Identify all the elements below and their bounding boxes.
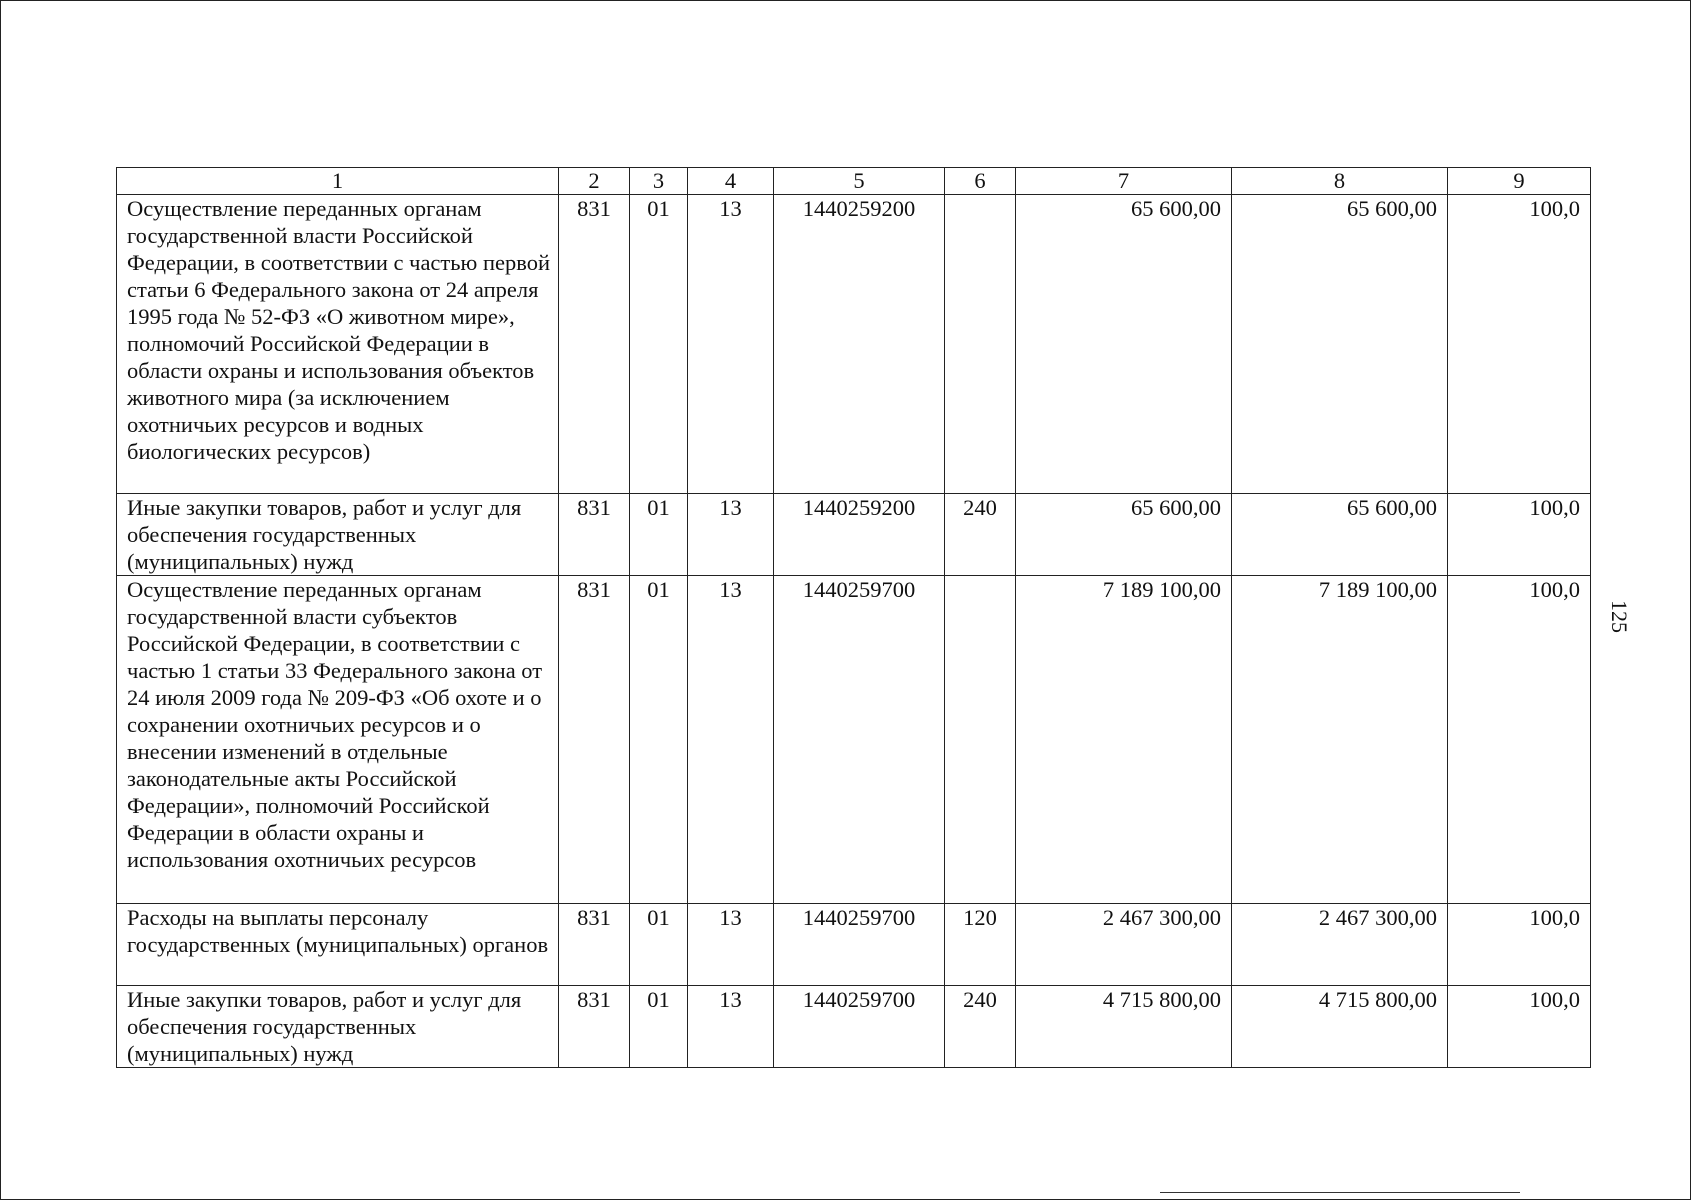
header-col-1: 1 <box>117 168 559 195</box>
row-col-7: 7 189 100,00 <box>1016 576 1232 904</box>
row-col-5: 1440259700 <box>774 576 945 904</box>
row-col-7: 2 467 300,00 <box>1016 904 1232 986</box>
table-row <box>117 494 1591 576</box>
row-description: Иные закупки товаров, работ и услуг для обеспечения государственных (муниципальных) нужд <box>117 986 559 1068</box>
row-col-7: 4 715 800,00 <box>1016 986 1232 1068</box>
table-row <box>117 904 1591 986</box>
row-col-9: 100,0 <box>1448 494 1591 576</box>
row-col-5: 1440259700 <box>774 986 945 1068</box>
row-col-6: 240 <box>945 986 1016 1068</box>
row-col-6 <box>945 195 1016 494</box>
row-col-3: 01 <box>630 904 688 986</box>
header-row <box>117 168 1591 195</box>
row-col-8: 2 467 300,00 <box>1232 904 1448 986</box>
header-col-2: 2 <box>559 168 630 195</box>
row-col-4: 13 <box>688 195 774 494</box>
header-col-9: 9 <box>1448 168 1591 195</box>
header-col-7: 7 <box>1016 168 1232 195</box>
table-body <box>117 195 1591 1068</box>
row-col-8: 4 715 800,00 <box>1232 986 1448 1068</box>
row-col-8: 65 600,00 <box>1232 494 1448 576</box>
row-col-5: 1440259700 <box>774 904 945 986</box>
row-col-7: 65 600,00 <box>1016 195 1232 494</box>
row-col-6: 240 <box>945 494 1016 576</box>
row-col-4: 13 <box>688 904 774 986</box>
row-col-9: 100,0 <box>1448 904 1591 986</box>
row-col-3: 01 <box>630 494 688 576</box>
row-col-2: 831 <box>559 494 630 576</box>
row-description: Осуществление переданных органам государственной власти субъектов Российской Федерации, в соответствии с частью 1 статьи 33 Федерального закона от 24 июля 2009 года № 209-ФЗ «Об охоте и о сохранении охотничьих ресурсов и о внесении изменений в отдельные законодательные акты Российской Федерации», полномочий Российской Федерации в области охраны и использования охотничьих ресурсов <box>117 576 559 904</box>
header-col-5: 5 <box>774 168 945 195</box>
row-col-5: 1440259200 <box>774 494 945 576</box>
row-col-6 <box>945 576 1016 904</box>
table-header <box>117 168 1591 195</box>
budget-table <box>116 167 1591 1068</box>
row-col-3: 01 <box>630 195 688 494</box>
table-row <box>117 986 1591 1068</box>
header-col-3: 3 <box>630 168 688 195</box>
row-col-2: 831 <box>559 904 630 986</box>
row-col-8: 65 600,00 <box>1232 195 1448 494</box>
row-col-9: 100,0 <box>1448 576 1591 904</box>
row-col-2: 831 <box>559 576 630 904</box>
row-col-6: 120 <box>945 904 1016 986</box>
row-col-4: 13 <box>688 576 774 904</box>
table-row <box>117 576 1591 904</box>
row-col-3: 01 <box>630 986 688 1068</box>
row-col-4: 13 <box>688 494 774 576</box>
row-col-7: 65 600,00 <box>1016 494 1232 576</box>
row-col-9: 100,0 <box>1448 195 1591 494</box>
row-col-2: 831 <box>559 195 630 494</box>
row-description: Осуществление переданных органам государственной власти Российской Федерации, в соответствии с частью первой статьи 6 Федерального закона от 24 апреля 1995 года № 52-ФЗ «О животном мире», полномочий Российской Федерации в области охраны и использования объектов животного мира (за исключением охотничьих ресурсов и водных биологических ресурсов) <box>117 195 559 494</box>
header-col-6: 6 <box>945 168 1016 195</box>
row-col-8: 7 189 100,00 <box>1232 576 1448 904</box>
row-description: Иные закупки товаров, работ и услуг для обеспечения государственных (муниципальных) нужд <box>117 494 559 576</box>
header-col-8: 8 <box>1232 168 1448 195</box>
row-col-2: 831 <box>559 986 630 1068</box>
row-description: Расходы на выплаты персоналу государственных (муниципальных) органов <box>117 904 559 986</box>
row-col-5: 1440259200 <box>774 195 945 494</box>
row-col-4: 13 <box>688 986 774 1068</box>
row-col-3: 01 <box>630 576 688 904</box>
page-number: 125 <box>1607 600 1632 633</box>
bottom-divider <box>1160 1192 1520 1193</box>
row-col-9: 100,0 <box>1448 986 1591 1068</box>
table-row <box>117 195 1591 494</box>
header-col-4: 4 <box>688 168 774 195</box>
